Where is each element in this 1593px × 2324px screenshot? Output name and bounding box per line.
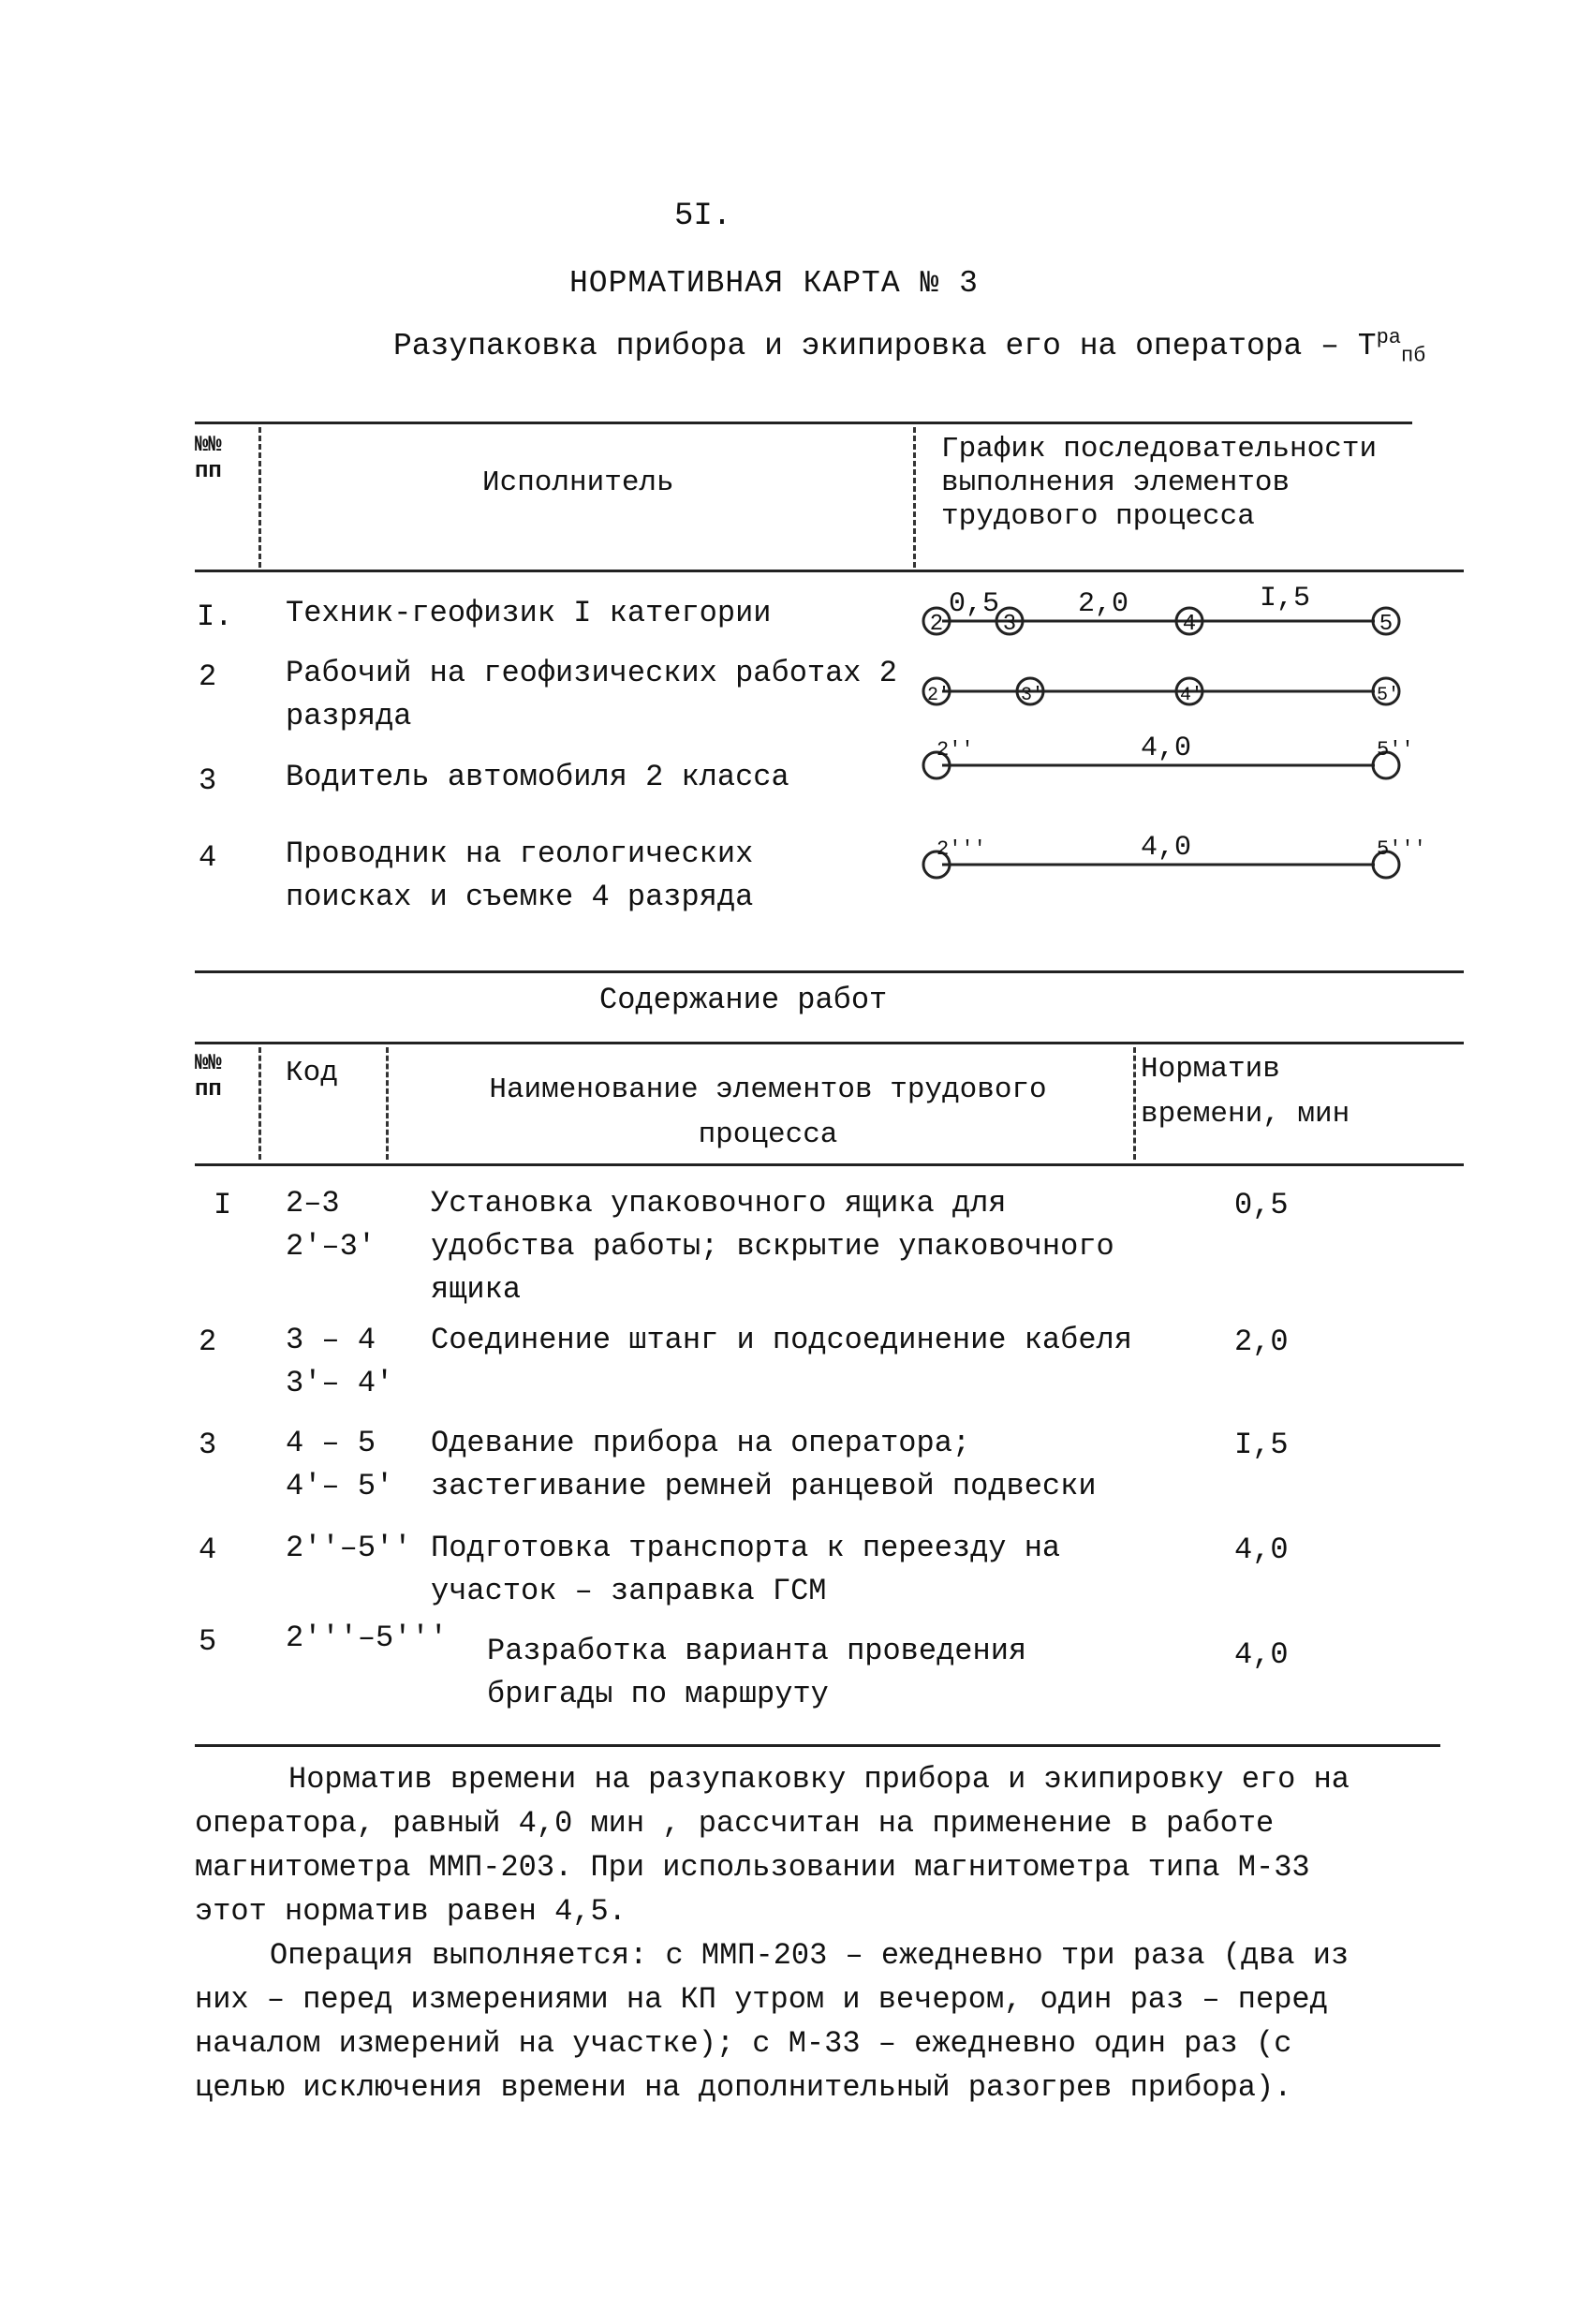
note-paragraph-1: Норматив времени на разупаковку прибора и экипировку его на оператора, равный 4,0 мин , рассчитан на применение в работе магнитометра ММП-203. При использовании магнитометра типа М-33 этот норматив равен 4,5.	[195, 1762, 1350, 1929]
graph-label-4-0-row3: 4,0	[1140, 733, 1192, 764]
works-table-top-rule	[195, 1042, 1464, 1044]
works-row-1-norm: 0,5	[1234, 1188, 1289, 1222]
works-row-1-code: 2–3 2'–3'	[286, 1186, 376, 1264]
executors-table-top-rule	[195, 422, 1412, 424]
works-col-divider-2	[386, 1047, 389, 1160]
graph-label-2-0: 2,0	[1077, 588, 1129, 620]
graph-label-1-5: I,5	[1259, 583, 1311, 614]
executor-row-2-num: 2	[199, 659, 217, 694]
executor-row-4-num: 4	[199, 840, 217, 875]
graph-label-4-0-row4: 4,0	[1140, 832, 1192, 864]
page-number: 5I.	[674, 199, 732, 234]
works-row-3-norm: I,5	[1234, 1428, 1289, 1462]
works-table-bottom-rule	[195, 1744, 1440, 1747]
executor-row-4-name: Проводник на геологических поисках и съемке 4 разряда	[286, 836, 754, 914]
works-title-top-rule	[195, 970, 1464, 973]
works-section-title: Содержание работ	[599, 983, 888, 1017]
works-row-5-num: 5	[199, 1624, 217, 1659]
graph-node-3-label: 3	[1002, 612, 1017, 637]
works-row-2-norm: 2,0	[1234, 1325, 1289, 1359]
works-row-1-num: I	[214, 1188, 232, 1222]
executor-row-3-num: 3	[199, 763, 217, 798]
graph-node-2ppp-label: 2'''	[937, 837, 986, 861]
works-row-3-num: 3	[199, 1428, 217, 1462]
works-row-5-norm: 4,0	[1234, 1637, 1289, 1672]
works-row-4-name: Подготовка транспорта к переезду на участок – заправка ГСМ	[431, 1531, 1061, 1608]
works-header-bottom-rule	[195, 1163, 1464, 1166]
executors-col-divider-2	[913, 427, 916, 568]
works-header-norm: Норматив времени, мин	[1141, 1053, 1350, 1131]
subtitle-text: Разупаковка прибора и экипировка его на оператора –	[393, 329, 1339, 363]
works-row-3-code: 4 – 5 4'– 5'	[286, 1426, 394, 1503]
graph-node-5pp-label: 5''	[1377, 738, 1414, 762]
card-title: НОРМАТИВНАЯ КАРТА № 3	[569, 266, 979, 301]
executor-row-1-num: I.	[197, 600, 233, 634]
graph-node-2-label: 2	[929, 612, 944, 637]
subtitle-symbol: $T^{ра}_{пб}$	[1357, 326, 1426, 368]
works-row-2-code: 3 – 4 3'– 4'	[286, 1323, 394, 1400]
works-header-num: №№ пп	[195, 1051, 222, 1103]
graph-node-4p-label: 4'	[1179, 685, 1203, 706]
works-col-divider-1	[258, 1047, 261, 1160]
executor-row-1-name: Техник-геофизик I категории	[286, 596, 772, 630]
graph-node-5p-label: 5'	[1376, 685, 1400, 706]
executors-col-divider-1	[258, 427, 261, 568]
works-row-4-norm: 4,0	[1234, 1532, 1289, 1567]
graph-node-5ppp-label: 5'''	[1377, 837, 1426, 861]
graph-node-5-label: 5	[1379, 612, 1394, 637]
executors-header-graph: График последовательности выполнения элементов трудового процесса	[941, 433, 1378, 533]
executor-row-2-name: Рабочий на геофизических работах 2 разряда	[286, 656, 897, 733]
works-col-divider-3	[1133, 1047, 1136, 1160]
executors-header-executor: Исполнитель	[482, 466, 674, 499]
works-row-2-name: Соединение штанг и подсоединение кабеля	[431, 1323, 1132, 1357]
works-row-5-code: 2'''–5'''	[286, 1621, 448, 1655]
works-row-4-code: 2''–5''	[286, 1531, 412, 1565]
works-header-code: Код	[286, 1057, 338, 1089]
executor-row-3-name: Водитель автомобиля 2 класса	[286, 760, 789, 794]
works-row-3-name: Одевание прибора на оператора; застегивание ремней ранцевой подвески	[431, 1426, 1097, 1503]
graph-node-2p-label: 2'	[926, 685, 951, 706]
works-header-name: Наименование элементов трудового процесса	[489, 1073, 1047, 1151]
sequence-graph	[918, 571, 1461, 927]
graph-label-0-5: 0,5	[948, 588, 1000, 620]
graph-node-2pp-label: 2''	[937, 738, 974, 762]
graph-node-4-label: 4	[1182, 612, 1197, 637]
executors-header-num: №№ пп	[195, 433, 222, 484]
works-row-2-num: 2	[199, 1325, 217, 1359]
works-row-1-name: Установка упаковочного ящика для удобства работы; вскрытие упаковочного ящика	[431, 1186, 1114, 1307]
graph-node-3p-label: 3'	[1020, 685, 1044, 706]
works-row-4-num: 4	[199, 1532, 217, 1567]
note-paragraph-2: Операция выполняется: с ММП-203 – ежедневно три раза (два из них – перед измерениями на КП утром и вечером, один раз – перед началом измерений на участке); с М-33 – ежедневно один раз (с целью исключения времени на дополнительный разогрев прибора).	[195, 1938, 1350, 2105]
subtitle	[393, 326, 1425, 368]
works-row-5-name: Разработка варианта проведения бригады по маршруту	[487, 1634, 1027, 1711]
